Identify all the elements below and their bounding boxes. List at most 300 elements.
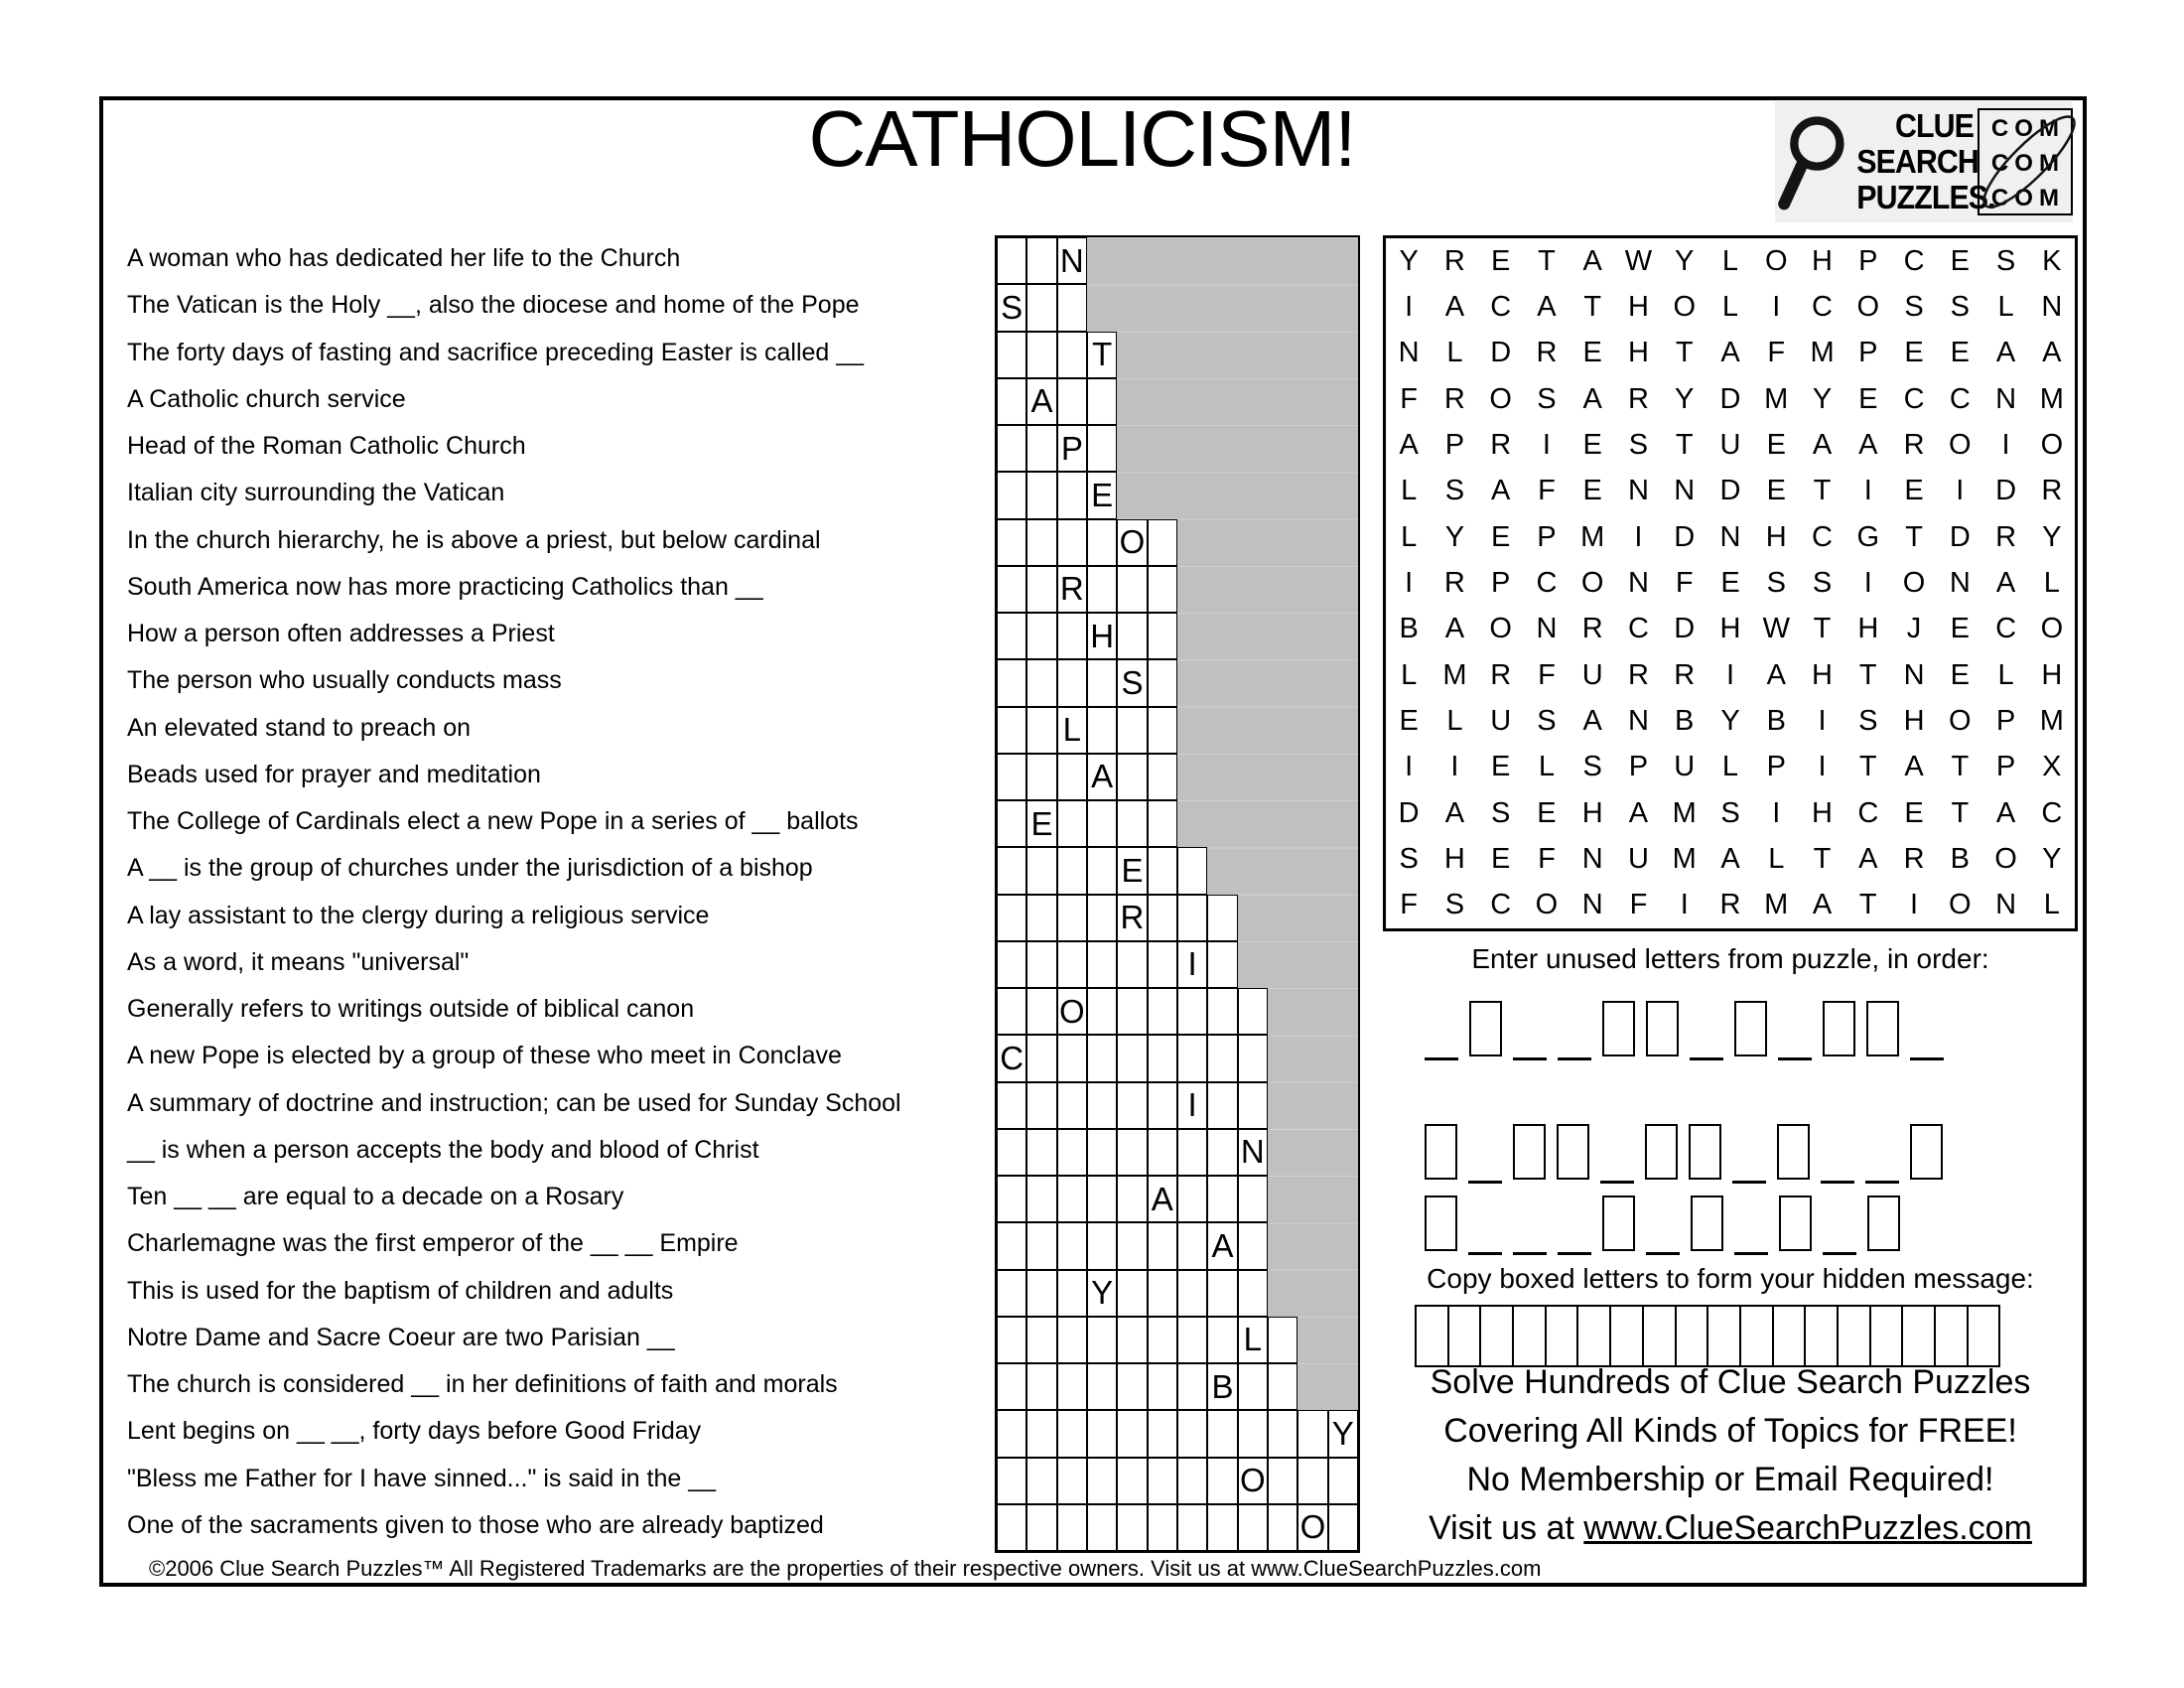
crossword-cell[interactable]: [997, 425, 1026, 472]
crossword-cell[interactable]: [1148, 1035, 1177, 1081]
unused-letter-underscore[interactable]: [1821, 1181, 1854, 1184]
crossword-cell[interactable]: [997, 1222, 1026, 1269]
crossword-cell[interactable]: [1087, 941, 1117, 988]
crossword-cell[interactable]: [1148, 519, 1177, 566]
crossword-cell[interactable]: [1148, 1410, 1177, 1457]
crossword-cell[interactable]: [1026, 941, 1056, 988]
wordsearch-letter: D: [1719, 382, 1741, 415]
wordsearch-letter: L: [1401, 658, 1418, 691]
crossword-cell[interactable]: [997, 566, 1026, 613]
wordsearch-letter: I: [1863, 566, 1872, 599]
wordsearch-letter: D: [1719, 475, 1741, 507]
crossword-cell[interactable]: [1087, 519, 1117, 566]
unused-letter-underscore[interactable]: [1468, 1252, 1502, 1255]
wordsearch-letter: G: [1856, 520, 1880, 553]
wordsearch-letter: O: [1856, 290, 1880, 323]
logo-com-letter: O: [2014, 115, 2033, 142]
crossword-cell[interactable]: [1057, 1458, 1087, 1504]
unused-letter-box[interactable]: [1602, 1196, 1635, 1251]
crossword-cell[interactable]: [1087, 895, 1117, 941]
crossword-cell[interactable]: [1268, 1504, 1297, 1551]
crossword-cell[interactable]: [1148, 895, 1177, 941]
crossword-cell[interactable]: [997, 1082, 1026, 1129]
crossword-cell[interactable]: [1087, 659, 1117, 706]
unused-letter-underscore[interactable]: [1600, 1181, 1634, 1184]
crossword-cell[interactable]: [1087, 707, 1117, 754]
crossword-row: [997, 707, 1358, 754]
crossword-cell[interactable]: [1057, 332, 1087, 378]
crossword-cell[interactable]: [1297, 1410, 1327, 1457]
unused-letter-underscore[interactable]: [1513, 1057, 1547, 1060]
unused-letter-box[interactable]: [1779, 1196, 1812, 1251]
wordsearch-letter: A: [1904, 751, 1924, 783]
crossword-cell-prefilled: B: [1207, 1363, 1237, 1410]
crossword-cell[interactable]: [1238, 1222, 1268, 1269]
crossword-cell[interactable]: [1148, 1458, 1177, 1504]
unused-letter-box[interactable]: [1777, 1124, 1810, 1180]
wordsearch-letter: W: [1624, 244, 1653, 277]
crossword-cell[interactable]: [1148, 1129, 1177, 1176]
crossword-cell[interactable]: [997, 847, 1026, 894]
wordsearch-letter: Y: [1399, 244, 1419, 277]
crossword-cell[interactable]: [997, 895, 1026, 941]
crossword-cell[interactable]: [1057, 895, 1087, 941]
crossword-cell[interactable]: [1177, 1270, 1207, 1317]
promo-block: [1383, 1358, 2078, 1553]
wordsearch-letter: A: [1399, 428, 1419, 461]
crossword-cell[interactable]: [1117, 1410, 1147, 1457]
wordsearch-letter: H: [1443, 842, 1465, 875]
crossword-cell[interactable]: [1148, 988, 1177, 1035]
crossword-cell[interactable]: [1328, 1458, 1358, 1504]
crossword-cell[interactable]: [997, 800, 1026, 847]
crossword-cell[interactable]: [1238, 1035, 1268, 1081]
crossword-cell[interactable]: [1026, 1035, 1056, 1081]
crossword-cell[interactable]: [1207, 1270, 1237, 1317]
unused-letter-box[interactable]: [1645, 1124, 1678, 1180]
crossword-cell[interactable]: [1087, 566, 1117, 613]
wordsearch-letter: K: [2042, 244, 2062, 277]
crossword-cell[interactable]: [1148, 613, 1177, 659]
crossword-cell[interactable]: [1207, 1082, 1237, 1129]
wordsearch-letter: D: [1949, 520, 1971, 553]
crossword-cell[interactable]: [997, 1363, 1026, 1410]
crossword-cell[interactable]: [1207, 941, 1237, 988]
wordsearch-letter: T: [1951, 751, 1970, 783]
crossword-cell[interactable]: [1026, 707, 1056, 754]
wordsearch-letter: A: [1582, 704, 1602, 737]
crossword-cell-prefilled: O: [1057, 988, 1087, 1035]
crossword-cell[interactable]: [1238, 988, 1268, 1035]
wordsearch-letter: A: [1537, 290, 1557, 323]
wordsearch-letter: U: [1490, 704, 1512, 737]
unused-letter-underscore[interactable]: [1778, 1057, 1812, 1060]
crossword-cell[interactable]: [1238, 1410, 1268, 1457]
crossword-cell[interactable]: [1026, 1082, 1056, 1129]
crossword-cell[interactable]: [1177, 1458, 1207, 1504]
crossword-cell[interactable]: [1026, 332, 1056, 378]
crossword-cell[interactable]: [997, 332, 1026, 378]
crossword-cell[interactable]: [1057, 1504, 1087, 1551]
crossword-cell[interactable]: [1057, 1035, 1087, 1081]
wordsearch-letter: B: [1766, 704, 1786, 737]
crossword-cell[interactable]: [1207, 1410, 1237, 1457]
crossword-cell[interactable]: [1117, 1317, 1147, 1363]
unused-letter-box[interactable]: [1513, 1124, 1546, 1180]
crossword-cell[interactable]: [1087, 1129, 1117, 1176]
wordsearch-letter: I: [1450, 751, 1459, 783]
crossword-cell[interactable]: [997, 988, 1026, 1035]
crossword-cell[interactable]: [1117, 566, 1147, 613]
unused-letter-underscore[interactable]: [1823, 1252, 1856, 1255]
crossword-cell[interactable]: [1087, 378, 1117, 425]
wordsearch-letter: L: [1721, 244, 1739, 277]
unused-letter-box[interactable]: [1557, 1124, 1589, 1180]
crossword-cell[interactable]: [997, 754, 1026, 800]
crossword-cell[interactable]: [1297, 1458, 1327, 1504]
wordsearch-letter: X: [2042, 751, 2062, 783]
crossword-cell[interactable]: [1057, 1410, 1087, 1457]
crossword-cell[interactable]: [1148, 1270, 1177, 1317]
crossword-cell-prefilled: Y: [1087, 1270, 1117, 1317]
crossword-cell[interactable]: [1087, 988, 1117, 1035]
wordsearch-letter: P: [1858, 244, 1878, 277]
crossword-cell-prefilled: S: [997, 284, 1026, 331]
crossword-cell[interactable]: [997, 1129, 1026, 1176]
wordsearch-letter: R: [1627, 382, 1649, 415]
crossword-cell[interactable]: [1177, 1410, 1207, 1457]
crossword-cell-prefilled: Y: [1328, 1410, 1358, 1457]
unused-letters-row-3: [1425, 1190, 1900, 1251]
crossword-cell[interactable]: [1177, 1504, 1207, 1551]
wordsearch-letter: T: [1675, 428, 1694, 461]
crossword-cell[interactable]: [1087, 1176, 1117, 1222]
crossword-cell[interactable]: [1207, 1035, 1237, 1081]
unused-letter-underscore[interactable]: [1513, 1252, 1547, 1255]
crossword-cell[interactable]: [1057, 1317, 1087, 1363]
crossword-cell[interactable]: [1117, 1504, 1147, 1551]
clue-search-puzzles-logo: [1775, 101, 2073, 222]
crossword-cell[interactable]: [1026, 1222, 1056, 1269]
crossword-cell[interactable]: [1148, 1317, 1177, 1363]
crossword-cell[interactable]: [1117, 1129, 1147, 1176]
crossword-cell[interactable]: [1148, 1222, 1177, 1269]
crossword-cell-prefilled: O: [1297, 1504, 1327, 1551]
crossword-cell[interactable]: [1026, 1176, 1056, 1222]
crossword-cell[interactable]: [1057, 519, 1087, 566]
crossword-cell[interactable]: [1207, 1129, 1237, 1176]
wordsearch-letter: M: [1672, 842, 1697, 875]
crossword-cell[interactable]: [1207, 988, 1237, 1035]
wordsearch-letter: S: [1537, 704, 1557, 737]
crossword-cell[interactable]: [1087, 1222, 1117, 1269]
crossword-cell[interactable]: [1026, 895, 1056, 941]
unused-letter-box[interactable]: [1734, 1001, 1767, 1056]
crossword-cell[interactable]: [1026, 1458, 1056, 1504]
crossword-cell[interactable]: [1328, 1504, 1358, 1551]
crossword-cell[interactable]: [1207, 1458, 1237, 1504]
wordsearch-letter: S: [1628, 428, 1649, 461]
crossword-cell[interactable]: [1026, 613, 1056, 659]
crossword-cell[interactable]: [1057, 1129, 1087, 1176]
unused-letter-underscore[interactable]: [1558, 1057, 1591, 1060]
crossword-cell[interactable]: [1238, 1504, 1268, 1551]
crossword-cell[interactable]: [1117, 1082, 1147, 1129]
unused-letter-box[interactable]: [1691, 1196, 1723, 1251]
unused-letter-box[interactable]: [1689, 1124, 1721, 1180]
crossword-cell[interactable]: [1268, 1317, 1297, 1363]
unused-letter-underscore[interactable]: [1690, 1057, 1723, 1060]
crossword-cell[interactable]: [1057, 1176, 1087, 1222]
crossword-cell[interactable]: [1148, 754, 1177, 800]
crossword-cell[interactable]: [1026, 1270, 1056, 1317]
crossword-cell[interactable]: [1177, 895, 1207, 941]
crossword-cell[interactable]: [1057, 754, 1087, 800]
wordsearch-letter: S: [1950, 290, 1970, 323]
crossword-cell[interactable]: [1026, 659, 1056, 706]
wordsearch-letter: A: [1628, 796, 1649, 829]
crossword-row: [997, 1317, 1358, 1363]
logo-com-letter: M: [2039, 185, 2059, 211]
clue-item: How a person often addresses a Priest: [127, 620, 555, 647]
unused-letter-box[interactable]: [1425, 1196, 1457, 1251]
crossword-cell[interactable]: [1087, 1410, 1117, 1457]
promo-line-1: Solve Hundreds of Clue Search Puzzles: [1430, 1363, 2031, 1401]
unused-letter-underscore[interactable]: [1732, 1181, 1766, 1184]
crossword-cell-prefilled: A: [1087, 754, 1117, 800]
crossword-cell[interactable]: [1148, 1504, 1177, 1551]
crossword-cell[interactable]: [1117, 1176, 1147, 1222]
crossword-cell[interactable]: [997, 519, 1026, 566]
crossword-cell[interactable]: [1057, 847, 1087, 894]
wordsearch-letter: A: [1444, 290, 1465, 323]
crossword-cell[interactable]: [1117, 613, 1147, 659]
unused-letter-box[interactable]: [1425, 1124, 1457, 1180]
crossword-cell[interactable]: [1117, 707, 1147, 754]
crossword-cell[interactable]: [1026, 754, 1056, 800]
unused-letter-underscore[interactable]: [1910, 1057, 1944, 1060]
logo-line-puzzles: PUZZLES.: [1856, 179, 1995, 215]
crossword-cell[interactable]: [1026, 1317, 1056, 1363]
crossword-cell[interactable]: [1117, 988, 1147, 1035]
crossword-cell[interactable]: [1238, 1082, 1268, 1129]
crossword-cell[interactable]: [1026, 425, 1056, 472]
crossword-cell[interactable]: [1026, 1363, 1056, 1410]
crossword-cell[interactable]: [1026, 847, 1056, 894]
wordsearch-letter: L: [2043, 566, 2060, 599]
crossword-cell[interactable]: [1057, 659, 1087, 706]
crossword-cell[interactable]: [1117, 941, 1147, 988]
crossword-cell[interactable]: [1177, 1317, 1207, 1363]
crossword-cell[interactable]: [1026, 566, 1056, 613]
crossword-cell[interactable]: [1177, 1363, 1207, 1410]
wordsearch-letter: I: [1772, 290, 1781, 323]
crossword-cell[interactable]: [997, 1504, 1026, 1551]
wordsearch-letter: R: [1581, 613, 1603, 645]
unused-letter-underscore[interactable]: [1734, 1252, 1768, 1255]
crossword-cell-prefilled: A: [1148, 1176, 1177, 1222]
clue-item: This is used for the baptism of children and adults: [127, 1276, 674, 1305]
crossword-cell[interactable]: [997, 613, 1026, 659]
crossword-cell[interactable]: [1026, 1129, 1056, 1176]
crossword-cell[interactable]: [997, 472, 1026, 518]
crossword-row: [997, 800, 1358, 847]
crossword-cell[interactable]: [1117, 754, 1147, 800]
clue-item: South America now has more practicing Catholics than __: [127, 572, 763, 601]
crossword-cell[interactable]: [1057, 284, 1087, 331]
crossword-cell[interactable]: [1026, 472, 1056, 518]
wordsearch-letter: F: [1767, 337, 1786, 369]
crossword-cell[interactable]: [1117, 1035, 1147, 1081]
crossword-row: [997, 378, 1358, 425]
crossword-cell[interactable]: [1057, 1270, 1087, 1317]
crossword-cell[interactable]: [997, 378, 1026, 425]
crossword-cell[interactable]: [1117, 1222, 1147, 1269]
unused-letter-underscore[interactable]: [1558, 1252, 1591, 1255]
crossword-cell[interactable]: [1177, 1035, 1207, 1081]
crossword-cell[interactable]: [1207, 1176, 1237, 1222]
unused-letter-underscore[interactable]: [1865, 1181, 1899, 1184]
crossword-cell[interactable]: [997, 1410, 1026, 1457]
crossword-cell[interactable]: [1148, 1082, 1177, 1129]
crossword-cell[interactable]: [1268, 1458, 1297, 1504]
crossword-cell[interactable]: [1148, 659, 1177, 706]
wordsearch-letter: L: [2043, 889, 2060, 921]
crossword-cell[interactable]: [997, 707, 1026, 754]
crossword-cell[interactable]: [1057, 941, 1087, 988]
crossword-cell[interactable]: [997, 1458, 1026, 1504]
crossword-cell[interactable]: [1057, 1222, 1087, 1269]
wordsearch-letter: E: [1490, 751, 1511, 783]
unused-letter-box[interactable]: [1866, 1001, 1899, 1056]
crossword-row: [997, 1222, 1358, 1269]
wordsearch-letter: T: [1813, 842, 1832, 875]
wordsearch-letter: P: [1444, 428, 1465, 461]
unused-letter-box[interactable]: [1602, 1001, 1635, 1056]
wordsearch-letter: T: [1951, 796, 1970, 829]
crossword-cell[interactable]: [1177, 988, 1207, 1035]
crossword-cell[interactable]: [1087, 1082, 1117, 1129]
logo-line-search: SEARCH: [1856, 143, 1979, 180]
crossword-cell[interactable]: [997, 1270, 1026, 1317]
unused-letter-underscore[interactable]: [1425, 1057, 1458, 1060]
crossword-cell[interactable]: [1268, 1410, 1297, 1457]
crossword-cell[interactable]: [997, 1176, 1026, 1222]
crossword-cell[interactable]: [1026, 519, 1056, 566]
crossword-cell[interactable]: [1057, 472, 1087, 518]
crossword-cell[interactable]: [1087, 1035, 1117, 1081]
crossword-cell[interactable]: [1087, 1504, 1117, 1551]
crossword-cell[interactable]: [1026, 284, 1056, 331]
wordsearch-letter: R: [1443, 382, 1465, 415]
crossword-cell[interactable]: [1087, 800, 1117, 847]
crossword-cell[interactable]: [1238, 1176, 1268, 1222]
crossword-cell[interactable]: [1057, 800, 1087, 847]
wordsearch-letter: O: [1489, 613, 1512, 645]
crossword-grid: [995, 235, 1360, 1553]
unused-letter-box[interactable]: [1823, 1001, 1855, 1056]
wordsearch-letter: O: [1949, 889, 1972, 921]
wordsearch-letter: R: [1443, 566, 1465, 599]
wordsearch-letter: H: [1627, 290, 1649, 323]
crossword-cell[interactable]: [1148, 1363, 1177, 1410]
crossword-cell[interactable]: [1207, 1504, 1237, 1551]
crossword-cell[interactable]: [1268, 1363, 1297, 1410]
wordsearch-letter: Y: [1812, 382, 1833, 415]
crossword-cell[interactable]: [1148, 847, 1177, 894]
crossword-cell[interactable]: [1148, 707, 1177, 754]
clue-item: In the church hierarchy, he is above a priest, but below cardinal: [127, 525, 821, 554]
unused-letter-box[interactable]: [1469, 1001, 1502, 1056]
crossword-cell[interactable]: [1057, 1082, 1087, 1129]
crossword-cell[interactable]: [997, 659, 1026, 706]
crossword-cell[interactable]: [1087, 1458, 1117, 1504]
crossword-cell[interactable]: [1087, 1363, 1117, 1410]
clue-item: "Bless me Father for I have sinned..." is said in the __: [127, 1464, 717, 1492]
crossword-cell[interactable]: [997, 941, 1026, 988]
crossword-cell[interactable]: [1057, 378, 1087, 425]
website-link[interactable]: www.ClueSearchPuzzles.com: [1583, 1509, 2032, 1547]
crossword-cell[interactable]: [997, 1317, 1026, 1363]
crossword-cell[interactable]: [1148, 941, 1177, 988]
wordsearch-letter: H: [2041, 658, 2063, 691]
clue-item: One of the sacraments given to those who are already baptized: [127, 1510, 824, 1539]
crossword-cell[interactable]: [1148, 800, 1177, 847]
crossword-cell-prefilled: E: [1026, 800, 1056, 847]
crossword-cell[interactable]: [1177, 847, 1207, 894]
wordsearch-letter: E: [1904, 337, 1924, 369]
wordsearch-letter: T: [1813, 475, 1832, 507]
crossword-cell[interactable]: [1057, 1363, 1087, 1410]
crossword-cell[interactable]: [1117, 800, 1147, 847]
crossword-cell[interactable]: [1087, 425, 1117, 472]
crossword-cell[interactable]: [1238, 1270, 1268, 1317]
unused-letter-underscore[interactable]: [1646, 1252, 1680, 1255]
wordsearch-letter: C: [1536, 566, 1558, 599]
unused-letter-box[interactable]: [1646, 1001, 1679, 1056]
crossword-cell-prefilled: S: [1117, 659, 1147, 706]
crossword-cell[interactable]: [1177, 1222, 1207, 1269]
crossword-cell[interactable]: [1087, 1317, 1117, 1363]
wordsearch-letter: M: [1672, 796, 1697, 829]
crossword-cell[interactable]: [1177, 1176, 1207, 1222]
wordsearch-letter: Y: [1720, 704, 1740, 737]
crossword-cell[interactable]: [1087, 847, 1117, 894]
crossword-cell[interactable]: [1117, 1458, 1147, 1504]
crossword-cell[interactable]: [1026, 237, 1056, 284]
crossword-cell[interactable]: [1207, 895, 1237, 941]
crossword-cell[interactable]: [1026, 1410, 1056, 1457]
crossword-cell[interactable]: [1177, 1129, 1207, 1176]
crossword-cell[interactable]: [1117, 1363, 1147, 1410]
crossword-cell[interactable]: [1148, 566, 1177, 613]
unused-letter-box[interactable]: [1910, 1124, 1943, 1180]
crossword-cell[interactable]: [1057, 613, 1087, 659]
crossword-cell[interactable]: [1117, 1270, 1147, 1317]
unused-letter-box[interactable]: [1867, 1196, 1900, 1251]
wordsearch-letter: I: [1634, 520, 1643, 553]
crossword-cell[interactable]: [1026, 988, 1056, 1035]
crossword-cell[interactable]: [997, 237, 1026, 284]
unused-letter-underscore[interactable]: [1468, 1181, 1502, 1184]
wordsearch-letter: D: [1674, 520, 1696, 553]
wordsearch-letter: N: [1949, 566, 1971, 599]
wordsearch-letter: C: [1812, 290, 1833, 323]
crossword-cell[interactable]: [1207, 1317, 1237, 1363]
logo-wordmark: [1856, 107, 1995, 215]
crossword-cell[interactable]: [1026, 1504, 1056, 1551]
crossword-cell[interactable]: [1238, 1363, 1268, 1410]
